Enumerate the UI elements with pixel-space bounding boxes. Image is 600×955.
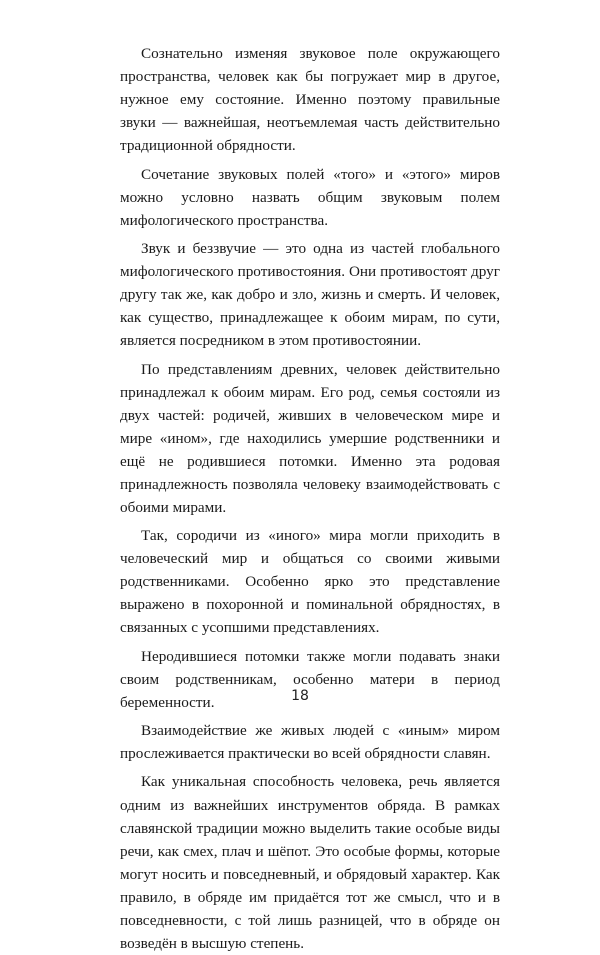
body-text <box>120 42 500 955</box>
paragraph: Звук и беззвучие — это одна из частей глобального мифологического противостояния. Они противостоят друг другу так же, как добро и зло, жизнь и смерть. И человек, как существо, принадлежащее к обоим мирам, по сути, является посредником в этом противостоянии. <box>120 239 500 350</box>
paragraph: Неродившиеся потомки также могли подавать знаки своим родственникам, особенно матери в период беременности. <box>120 647 500 711</box>
paragraph: Как уникальная способность человека, речь является одним из важнейших инструментов обряда. В рамках славянской традиции можно выделить такие особые виды речи, как смех, плач и шёпот. Это особые формы, которые могут носить и повседневный, и обрядовый характер. Как правило, в обряде им придаётся тот же смысл, что и в повседневности, с той лишь разницей, что в обряде он возведён в высшую степень. <box>120 773 500 952</box>
page-number: 18 <box>291 688 309 704</box>
paragraph: Взаимодействие же живых людей с «иным» миром прослеживается практически во всей обрядности славян. <box>120 722 500 763</box>
paragraph: Сочетание звуковых полей «того» и «этого» миров можно условно назвать общим звуковым полем мифологического пространства. <box>120 165 500 229</box>
paragraph: По представлениям древних, человек действительно принадлежал к обоим мирам. Его род, семья состояли из двух частей: родичей, живших в человеческом мире и мире «ином», где находились умершие родственники и ещё не родившиеся потомки. Именно эта родовая принадлежность позволяла человеку взаимодействовать с обоими мирами. <box>120 360 500 516</box>
paragraph: Так, сородичи из «иного» мира могли приходить в человеческий мир и общаться со своими живыми родственниками. Особенно ярко это представление выражено в похоронной и поминальной обрядностях, в связанных с усопшими представлениях. <box>120 527 500 637</box>
paragraph: Сознательно изменяя звуковое поле окружающего пространства, человек как бы погружает мир в другое, нужное ему состояние. Именно поэтому правильные звуки — важнейшая, неотъемлемая часть действительно традиционной обрядности. <box>120 45 500 155</box>
